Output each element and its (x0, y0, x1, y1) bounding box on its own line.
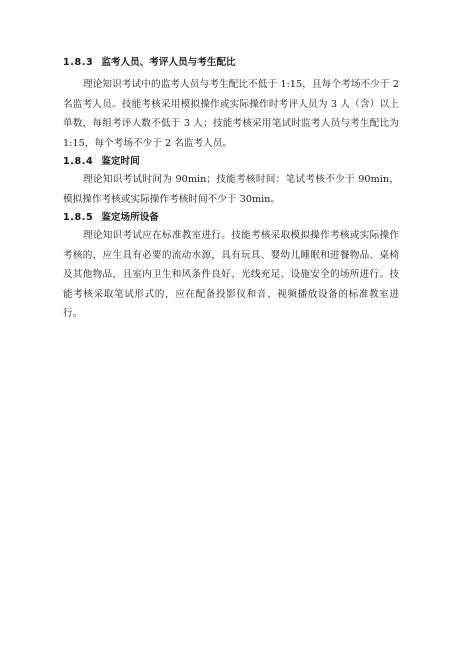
section-1-8-4 (63, 155, 399, 209)
section-number: 1.8.4 (63, 156, 94, 167)
section-1-8-3 (63, 56, 399, 153)
text-line: 核的，应生具有必要的流动水源，具有玩具、婴幼儿睡眠和进餐物品、桌椅及其 (63, 249, 399, 280)
section-heading (63, 155, 399, 168)
section-title: 鉴定时间 (101, 156, 140, 167)
section-title: 鉴定场所设备 (101, 212, 159, 223)
text-line: 操作考核或实际操作考核时间不少于 30min。 (82, 193, 281, 205)
text-line: 数，每组考评人数不低于 3 人；技能考核采用笔试时监考人员与考生配比为 (72, 118, 399, 129)
text-line: 理论知识考试时间为 90min；技能考核时间：笔试考核不少于 90min，模拟 (63, 174, 399, 205)
paragraph (63, 226, 399, 324)
text-line: 名监考人员。技能考核采用模拟操作或实际操作时考评人员为 3 人（含）以上单 (63, 98, 399, 129)
paragraph (63, 75, 399, 153)
section-title: 监考人员、考评人员与考生配比 (101, 57, 236, 68)
section-1-8-5 (63, 211, 399, 324)
document-content (63, 56, 399, 324)
text-line: 理论知识考试应在标准教室进行。技能考核采取模拟操作考核或实际操作考 (63, 230, 399, 261)
section-heading (63, 211, 399, 224)
text-line: 1:15，每个考场不少于 2 名监考人员。 (63, 137, 233, 149)
section-number: 1.8.3 (63, 57, 94, 68)
text-line: 理论知识考试中的监考人员与考生配比不低于 1:15，且每个考场不少于 2 (83, 79, 399, 90)
section-number: 1.8.5 (63, 212, 94, 223)
paragraph (63, 170, 399, 209)
text-line: 采取笔试形式的，应在配备投影仪和音、视频播放设备的标准教室进行。 (63, 288, 400, 319)
section-heading (63, 56, 399, 69)
text-line: 他物品，且室内卫生和风条件良好、光线充足、设施安全的场所进行。技能考核 (63, 269, 399, 300)
